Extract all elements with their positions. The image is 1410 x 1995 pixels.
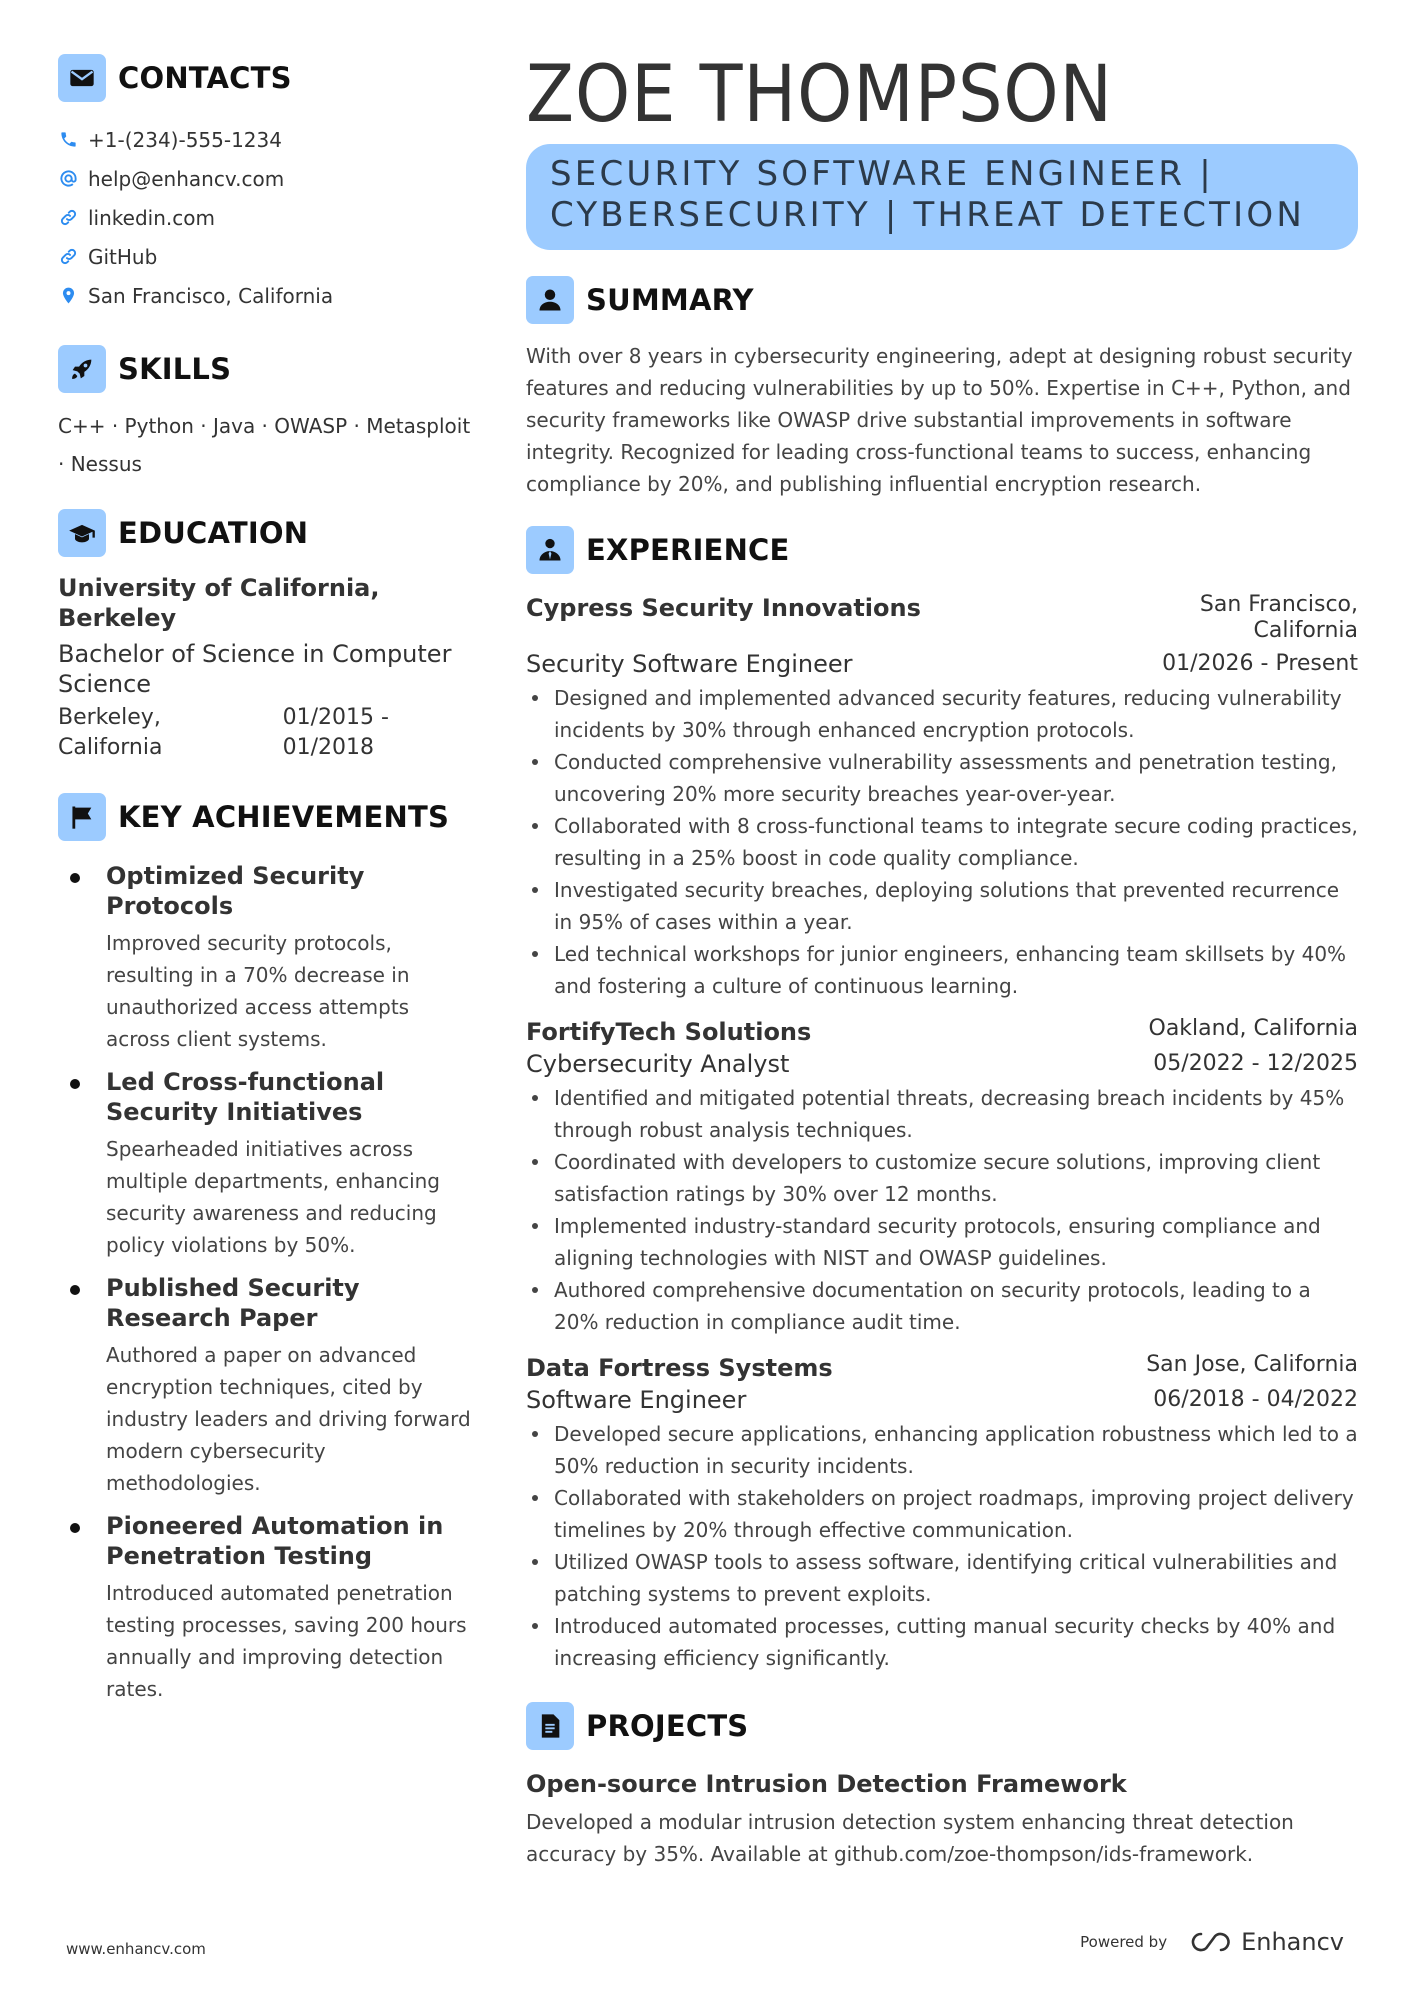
envelope-icon — [58, 54, 106, 102]
left-column — [58, 54, 478, 1717]
job-bullets — [526, 1082, 1358, 1338]
job-location: Oakland, California — [1148, 1016, 1358, 1041]
bullet-icon — [58, 1511, 106, 1705]
graduation-cap-icon — [58, 509, 106, 557]
contact-location — [58, 276, 478, 315]
phone-text: +1-(234)-555-1234 — [88, 127, 282, 152]
skills-list: C++ · Python · Java · OWASP · Metasploit · Nessus — [58, 414, 471, 476]
link-icon — [58, 247, 78, 267]
contact-email[interactable] — [58, 159, 478, 198]
job-entry — [526, 592, 1358, 1002]
projects-header — [526, 1702, 1358, 1750]
achievement-item — [58, 861, 478, 1055]
skills-header — [58, 345, 478, 393]
enhancv-logo-icon — [1189, 1930, 1233, 1954]
bullet-icon — [58, 861, 106, 1055]
footer-branding — [1080, 1928, 1344, 1956]
achievement-title: Published Security Research Paper — [106, 1274, 360, 1332]
list-item: Utilized OWASP tools to assess software, identifying critical vulnerabilities and patching systems to prevent exploits. — [526, 1546, 1358, 1610]
location-text: San Francisco, California — [88, 283, 334, 308]
achievement-item — [58, 1067, 478, 1261]
map-pin-icon — [58, 286, 78, 306]
contact-phone[interactable] — [58, 120, 478, 159]
linkedin-text: linkedin.com — [88, 205, 215, 230]
contacts-header — [58, 54, 478, 102]
achievement-title: Pioneered Automation in Penetration Testing — [106, 1512, 444, 1570]
summary-header — [526, 276, 1358, 324]
summary-text: With over 8 years in cybersecurity engineering, adept at designing robust security features and reducing vulnerabilities by up to 50%. Expertise in C++, Python, and security frameworks like OWASP drive substantial improvements in software integrity. Recognized for leading cross-functional teams to success, enhancing compliance by 20%, and publishing influential encryption research. — [526, 344, 1353, 496]
list-item: Developed secure applications, enhancing application robustness which led to a 50% reduction in security incidents. — [526, 1418, 1358, 1482]
job-title: SECURITY SOFTWARE ENGINEER | CYBERSECURITY | THREAT DETECTION — [550, 154, 1305, 235]
bullet-icon — [58, 1067, 106, 1261]
document-icon — [526, 1702, 574, 1750]
achievement-desc: Authored a paper on advanced encryption techniques, cited by industry leaders and driving forward modern cybersecurity methodologies. — [106, 1343, 471, 1495]
job-company: FortifyTech Solutions — [526, 1018, 812, 1046]
title-banner — [526, 144, 1358, 250]
footer-website[interactable]: www.enhancv.com — [66, 1940, 206, 1958]
list-item: Coordinated with developers to customize secure solutions, improving client satisfaction ratings by 30% over 12 months. — [526, 1146, 1358, 1210]
summary-heading: SUMMARY — [586, 283, 754, 317]
projects-heading: PROJECTS — [586, 1709, 749, 1743]
list-item: Authored comprehensive documentation on security protocols, leading to a 20% reduction in compliance audit time. — [526, 1274, 1358, 1338]
right-column — [526, 50, 1358, 1870]
contact-linkedin[interactable] — [58, 198, 478, 237]
achievement-item — [58, 1273, 478, 1499]
achievements-header — [58, 793, 478, 841]
list-item: Identified and mitigated potential threats, decreasing breach incidents by 45% through robust analysis techniques. — [526, 1082, 1358, 1146]
user-icon — [526, 276, 574, 324]
job-entry — [526, 1352, 1358, 1674]
achievement-item — [58, 1511, 478, 1705]
experience-heading: EXPERIENCE — [586, 533, 790, 567]
education-location: Berkeley, California — [58, 705, 163, 760]
list-item: Led technical workshops for junior engineers, enhancing team skillsets by 40% and fostering a culture of continuous learning. — [526, 938, 1358, 1002]
job-role: Security Software Engineer — [526, 650, 853, 678]
skills-heading: SKILLS — [118, 352, 232, 386]
job-bullets — [526, 1418, 1358, 1674]
experience-header — [526, 526, 1358, 574]
education-school: University of California, Berkeley — [58, 574, 380, 632]
job-location: San Francisco, California — [1199, 592, 1358, 643]
job-role: Software Engineer — [526, 1386, 747, 1414]
education-meta — [58, 703, 478, 763]
education-header — [58, 509, 478, 557]
email-text: help@enhancv.com — [88, 166, 285, 191]
candidate-name: ZOE THOMPSON — [526, 50, 1113, 140]
phone-icon — [58, 130, 78, 150]
contacts-list — [58, 120, 478, 315]
contacts-heading: CONTACTS — [118, 61, 292, 95]
job-dates: 01/2026 - Present — [1162, 651, 1358, 676]
education-dates: 01/2015 - 01/2018 — [282, 705, 389, 760]
at-sign-icon — [58, 169, 78, 189]
education-heading: EDUCATION — [118, 516, 309, 550]
link-icon — [58, 208, 78, 228]
job-location: San Jose, California — [1146, 1352, 1358, 1377]
github-text: GitHub — [88, 244, 158, 269]
job-bullets — [526, 682, 1358, 1002]
powered-by-text: Powered by — [1080, 1933, 1168, 1951]
job-entry — [526, 1016, 1358, 1338]
project-title: Open-source Intrusion Detection Framework — [526, 1770, 1127, 1798]
job-dates: 06/2018 - 04/2022 — [1153, 1387, 1358, 1412]
achievement-desc: Improved security protocols, resulting in a 70% decrease in unauthorized access attempts across client systems. — [106, 931, 410, 1051]
job-role: Cybersecurity Analyst — [526, 1050, 790, 1078]
list-item: Collaborated with stakeholders on project roadmaps, improving project delivery timelines by 20% through effective communication. — [526, 1482, 1358, 1546]
achievements-list — [58, 861, 478, 1705]
list-item: Designed and implemented advanced security features, reducing vulnerability incidents by 30% through enhanced encryption protocols. — [526, 682, 1358, 746]
business-person-icon — [526, 526, 574, 574]
list-item: Collaborated with 8 cross-functional teams to integrate secure coding practices, resulting in a 25% boost in code quality compliance. — [526, 810, 1358, 874]
achievement-title: Optimized Security Protocols — [106, 862, 365, 920]
achievements-heading: KEY ACHIEVEMENTS — [118, 800, 450, 834]
education-degree: Bachelor of Science in Computer Science — [58, 640, 452, 698]
project-desc: Developed a modular intrusion detection system enhancing threat detection accuracy by 35%. Available at github.com/zoe-thompson/ids-framework. — [526, 1810, 1294, 1866]
bullet-icon — [58, 1273, 106, 1499]
job-dates: 05/2022 - 12/2025 — [1153, 1051, 1358, 1076]
brand-logo[interactable] — [1189, 1928, 1344, 1956]
list-item: Investigated security breaches, deploying solutions that prevented recurrence in 95% of cases within a year. — [526, 874, 1358, 938]
job-company: Cypress Security Innovations — [526, 594, 921, 622]
achievement-desc: Introduced automated penetration testing processes, saving 200 hours annually and improving detection rates. — [106, 1581, 467, 1701]
contact-github[interactable] — [58, 237, 478, 276]
flag-icon — [58, 793, 106, 841]
list-item: Introduced automated processes, cutting manual security checks by 40% and increasing efficiency significantly. — [526, 1610, 1358, 1674]
rocket-icon — [58, 345, 106, 393]
job-company: Data Fortress Systems — [526, 1354, 833, 1382]
list-item: Implemented industry-standard security protocols, ensuring compliance and aligning technologies with NIST and OWASP guidelines. — [526, 1210, 1358, 1274]
brand-name: Enhancv — [1241, 1928, 1344, 1956]
achievement-title: Led Cross-functional Security Initiatives — [106, 1068, 385, 1126]
list-item: Conducted comprehensive vulnerability assessments and penetration testing, uncovering 20% more security breaches year-over-year. — [526, 746, 1358, 810]
achievement-desc: Spearheaded initiatives across multiple departments, enhancing security awareness and reducing policy violations by 50%. — [106, 1137, 440, 1257]
